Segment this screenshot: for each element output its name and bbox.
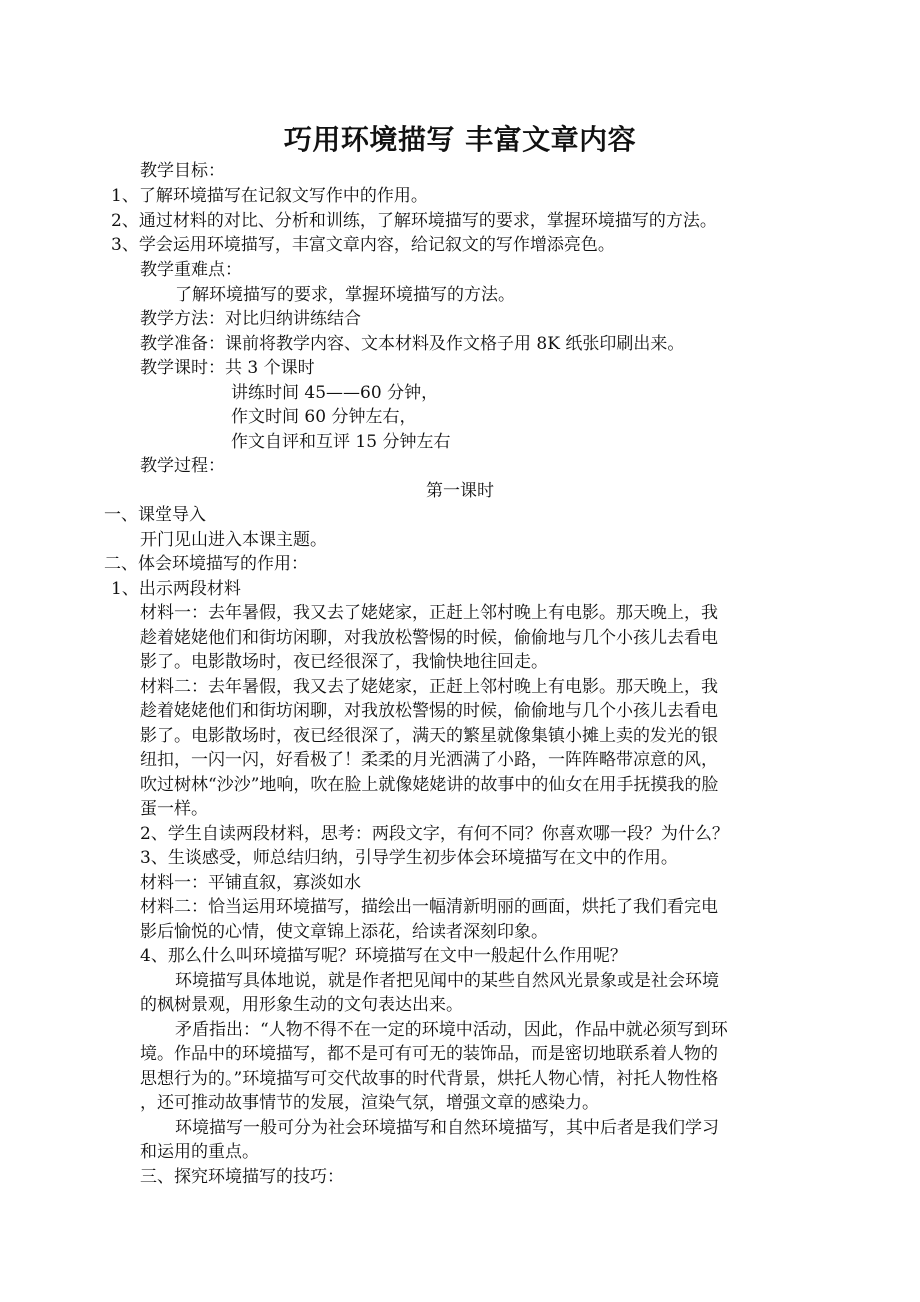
text-line: 教学过程：	[140, 456, 225, 476]
text-line: 趁着姥姥他们和街坊闲聊，对我放松警惕的时候，偷偷地与几个小孩儿去看电	[140, 628, 718, 648]
document-title: 巧用环境描写 丰富文章内容	[283, 123, 637, 156]
text-line: 材料一：去年暑假，我又去了姥姥家，正赶上邻村晚上有电影。那天晚上，我	[140, 603, 718, 623]
text-line: 境。作品中的环境描写，都不是可有可无的装饰品，而是密切地联系着人物的	[140, 1044, 718, 1064]
text-line: 蛋一样。	[140, 799, 208, 819]
section-heading: 第一课时	[426, 481, 494, 501]
text-line: 1、了解环境描写在记叙文写作中的作用。	[111, 186, 428, 206]
text-line: 材料二：恰当运用环境描写，描绘出一幅清新明丽的画面，烘托了我们看完电	[140, 897, 718, 917]
text-line: 思想行为的。”环境描写可交代故事的时代背景，烘托人物心情，衬托人物性格	[140, 1069, 719, 1089]
text-line: 2、学生自读两段材料，思考：两段文字，有何不同？你喜欢哪一段？为什么？	[140, 824, 729, 844]
text-line: 一、课堂导入	[104, 505, 206, 525]
text-line: 了解环境描写的要求，掌握环境描写的方法。	[175, 285, 515, 305]
text-line: 纽扣，一闪一闪，好看极了！柔柔的月光洒满了小路，一阵阵略带凉意的风，	[140, 750, 718, 770]
text-line: 3、生谈感受，师总结归纳，引导学生初步体会环境描写在文中的作用。	[140, 848, 678, 868]
text-line: 1、出示两段材料	[111, 579, 241, 599]
text-line: 趁着姥姥他们和街坊闲聊，对我放松警惕的时候，偷偷地与几个小孩儿去看电	[140, 701, 718, 721]
text-line: 教学课时：共 3 个课时	[140, 358, 315, 378]
text-line: 教学方法：对比归纳讲练结合	[140, 309, 361, 329]
text-line: 的枫树景观，用形象生动的文句表达出来。	[140, 995, 463, 1015]
text-line: 影了。电影散场时，夜已经很深了，满天的繁星就像集镇小摊上卖的发光的银	[140, 726, 718, 746]
text-line: 4、那么什么叫环境描写呢？环境描写在文中一般起什么作用呢？	[140, 946, 627, 966]
text-line: 矛盾指出：“人物不得不在一定的环境中活动，因此，作品中就必须写到环	[175, 1020, 728, 1040]
text-line: 三、探究环境描写的技巧：	[140, 1167, 344, 1187]
text-line: 作文自评和互评 15 分钟左右	[231, 432, 451, 452]
text-line: 教学重难点：	[140, 260, 242, 280]
text-line: 作文时间 60 分钟左右，	[231, 407, 417, 427]
text-line: 环境描写一般可分为社会环境描写和自然环境描写，其中后者是我们学习	[175, 1118, 719, 1138]
text-line: 教学目标：	[140, 161, 225, 181]
text-line: 教学准备：课前将教学内容、文本材料及作文格子用 8K 纸张印刷出来。	[140, 334, 685, 354]
text-line: 2、通过材料的对比、分析和训练，了解环境描写的要求，掌握环境描写的方法。	[111, 211, 717, 231]
text-line: 二、体会环境描写的作用：	[104, 554, 308, 574]
text-line: 影了。电影散场时，夜已经很深了，我愉快地往回走。	[140, 652, 548, 672]
text-line: 讲练时间 45——60 分钟，	[231, 383, 439, 403]
text-line: 材料二：去年暑假，我又去了姥姥家，正赶上邻村晚上有电影。那天晚上，我	[140, 677, 718, 697]
text-line: 3、学会运用环境描写，丰富文章内容，给记叙文的写作增添亮色。	[111, 235, 615, 255]
text-line: 环境描写具体地说，就是作者把见闻中的某些自然风光景象或是社会环境	[175, 971, 719, 991]
text-line: ，还可推动故事情节的发展，渲染气氛，增强文章的感染力。	[140, 1093, 599, 1113]
text-line: 吹过树林“沙沙”地响，吹在脸上就像姥姥讲的故事中的仙女在用手抚摸我的脸	[140, 775, 719, 795]
text-line: 材料一：平铺直叙，寡淡如水	[140, 873, 361, 893]
text-line: 和运用的重点。	[140, 1142, 259, 1162]
text-line: 开门见山进入本课主题。	[140, 530, 327, 550]
text-line: 影后愉悦的心情，使文章锦上添花，给读者深刻印象。	[140, 922, 548, 942]
